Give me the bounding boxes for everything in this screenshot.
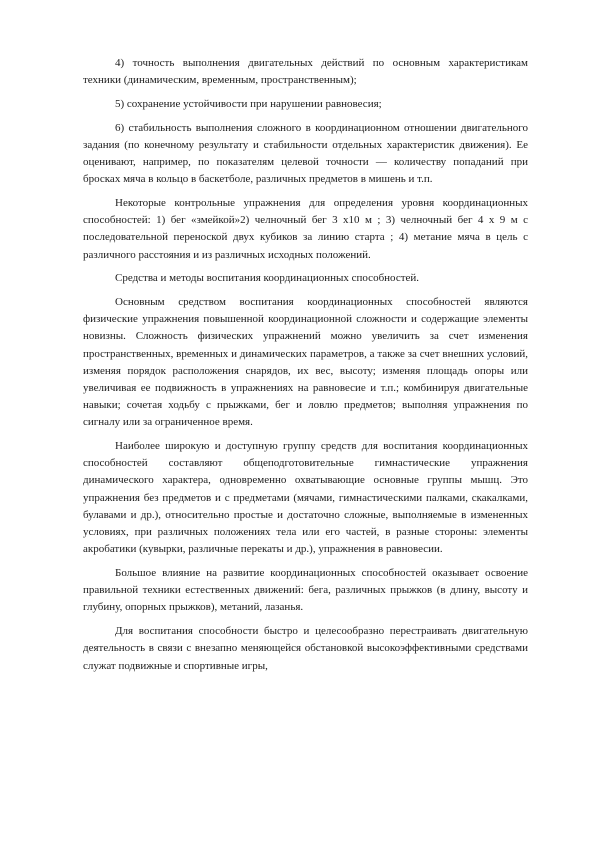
paragraph-games: Для воспитания способности быстро и целесообразно перестраивать двигательную деятельность в связи с внезапно меняющейся обстановкой высокоэффективными средствами служат подвижные и спортивные игры, bbox=[83, 625, 528, 672]
paragraph-natural-movements: Большое влияние на развитие координационных способностей оказывает освоение правильной техники естественных движений: бега, различных прыжков (в длину, высоту и глубину, опорных прыжков), метаний, лазанья. bbox=[83, 566, 528, 614]
paragraph-main-means: Основным средством воспитания координационных способностей являются физические упражнения повышенной координационной сложности и содержащие элементы новизны. Сложность физических упражнений можно увеличить за счет изменения пространственных, временных и динамических параметров, а также за счет внешних условий, изменяя порядок расположения снарядов, их вес, высоту; изменяя площадь опоры или увеличивая ее подвижность в упражнениях на равновесие и т.п.; комбинируя двигательные навыки; сочетая ходьбу с прыжками, бег и ловлю предметов; выполняя упражнения по сигналу или за ограниченное время. bbox=[83, 295, 528, 429]
section-heading: Средства и методы воспитания координационных способностей. bbox=[115, 272, 420, 285]
document-page bbox=[83, 55, 528, 681]
paragraph-accuracy: 4) точность выполнения двигательных действий по основным характеристикам техники (динамическим, временным, пространственным); bbox=[83, 57, 528, 87]
paragraph-balance: 5) сохранение устойчивости при нарушении равновесия; bbox=[115, 97, 382, 110]
paragraph-control-exercises: Некоторые контрольные упражнения для определения уровня координационных способностей: 1) бег «змейкой»2) челночный бег 3 х10 м ; 3) челночный бег 4 х 9 м с последовательной переноской двух кубиков за линию старта ; 4) метание мяча в цель с различного расстояния и из различных исходных положений. bbox=[83, 196, 528, 261]
paragraph-gymnastics: Наиболее широкую и доступную группу средств для воспитания координационных способностей составляют общеподготовительные гимнастические упражнения динамического характера, одновременно охватывающие основные группы мышц. Это упражнения без предметов и с предметами (мячами, гимнастическими палками, скакалками, булавами и др.), относительно простые и достаточно сложные, выполняемые в измененных условиях, при различных положениях тела или его частей, в разные стороны: элементы акробатики (кувырки, различные перекаты и др.), упражнения в равновесии. bbox=[83, 440, 528, 556]
paragraph-stability: 6) стабильность выполнения сложного в координационном отношении двигательного задания (по конечному результату и стабильности отдельных характеристик движения). Ее оценивают, например, по показателям целевой точности — количеству попаданий при бросках мяча в кольцо в баскетболе, различных предметов в мишень и т.п. bbox=[83, 121, 528, 186]
